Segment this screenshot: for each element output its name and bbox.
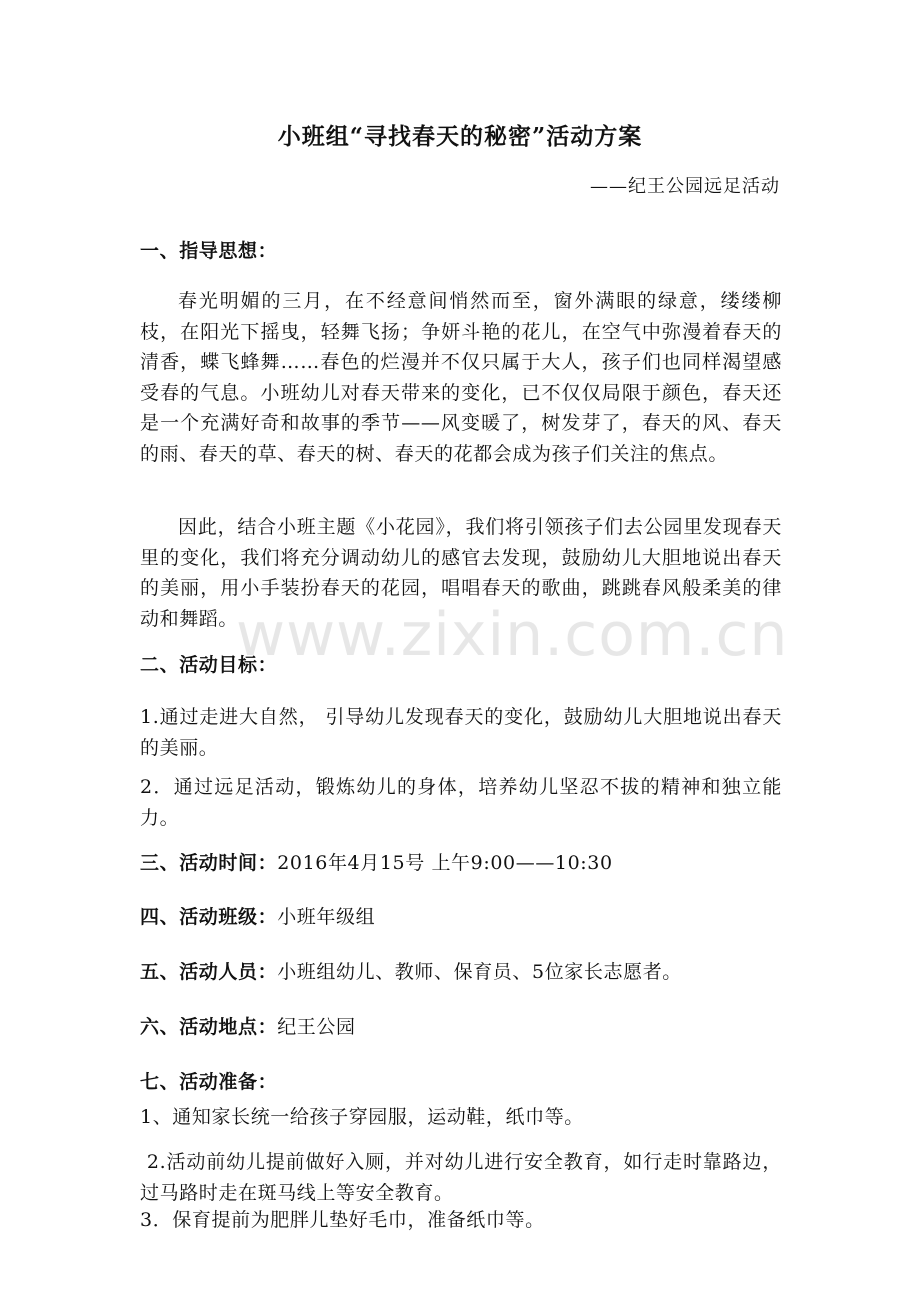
goal-item-1: 1.通过走进大自然， 引导幼儿发现春天的变化，鼓励幼儿大胆地说出春天的美丽。 — [140, 706, 782, 759]
goal-item-2: 2．通过远足活动，锻炼幼儿的身体，培养幼儿坚忍不拔的精神和独立能力。 — [140, 776, 782, 829]
paragraph-guiding-idea-1: 春光明媚的三月，在不经意间悄然而至，窗外满眼的绿意，缕缕柳枝，在阳光下摇曳，轻舞飞扬；争妍斗艳的花儿，在空气中弥漫着春天的清香，蝶飞蜂舞……春色的烂漫并不仅只属于大人，孩子们也同样渴望感受春的气息。小班幼儿对春天带来的变化，已不仅仅局限于颜色，春天还是一个充满好奇和故事的季节——风变暖了，树发芽了，春天的风、春天的雨、春天的草、春天的树、春天的花都会成为孩子们关注的焦点。 — [140, 290, 782, 465]
activity-time-value: 2016年4月15号 上午9:00——10:30 — [277, 852, 613, 874]
section-heading-location: 六、活动地点： — [140, 1016, 278, 1038]
document-title: 小班组“寻找春天的秘密”活动方案 — [277, 123, 643, 150]
watermark: www.zixin.com.cn — [236, 600, 789, 670]
activity-class-value: 小班年级组 — [277, 906, 376, 928]
section-activity-class — [140, 902, 375, 929]
section-heading-time: 三、活动时间： — [140, 852, 278, 874]
preparation-item-2: 2.活动前幼儿提前做好入厕，并对幼儿进行安全教育，如行走时靠路边，过马路时走在斑马线上等安全教育。 — [140, 1151, 782, 1204]
section-heading-staff: 五、活动人员： — [140, 961, 278, 983]
paragraph-guiding-idea-2: 因此，结合小班主题《小花园》，我们将引领孩子们去公园里发现春天里的变化，我们将充分调动幼儿的感官去发现，鼓励幼儿大胆地说出春天的美丽，用小手装扮春天的花园，唱唱春天的歌曲，跳跳春风般柔美的律动和舞蹈。 — [140, 516, 782, 630]
document-subtitle: ——纪王公园远足活动 — [590, 176, 780, 197]
activity-location-value: 纪王公园 — [277, 1016, 356, 1038]
section-heading-preparation: 七、活动准备： — [140, 1071, 278, 1093]
section-activity-time — [140, 848, 613, 875]
section-heading-class: 四、活动班级： — [140, 906, 278, 928]
section-activity-staff — [140, 957, 682, 984]
section-heading-guiding-idea: 一、指导思想： — [140, 240, 278, 262]
preparation-item-1: 1、通知家长统一给孩子穿园服，运动鞋，纸巾等。 — [140, 1106, 584, 1128]
activity-staff-value: 小班组幼儿、教师、保育员、5位家长志愿者。 — [277, 961, 682, 983]
section-heading-goals: 二、活动目标： — [140, 654, 278, 676]
section-activity-location — [140, 1012, 356, 1039]
preparation-item-3: 3．保育提前为肥胖儿垫好毛巾，准备纸巾等。 — [140, 1209, 545, 1231]
